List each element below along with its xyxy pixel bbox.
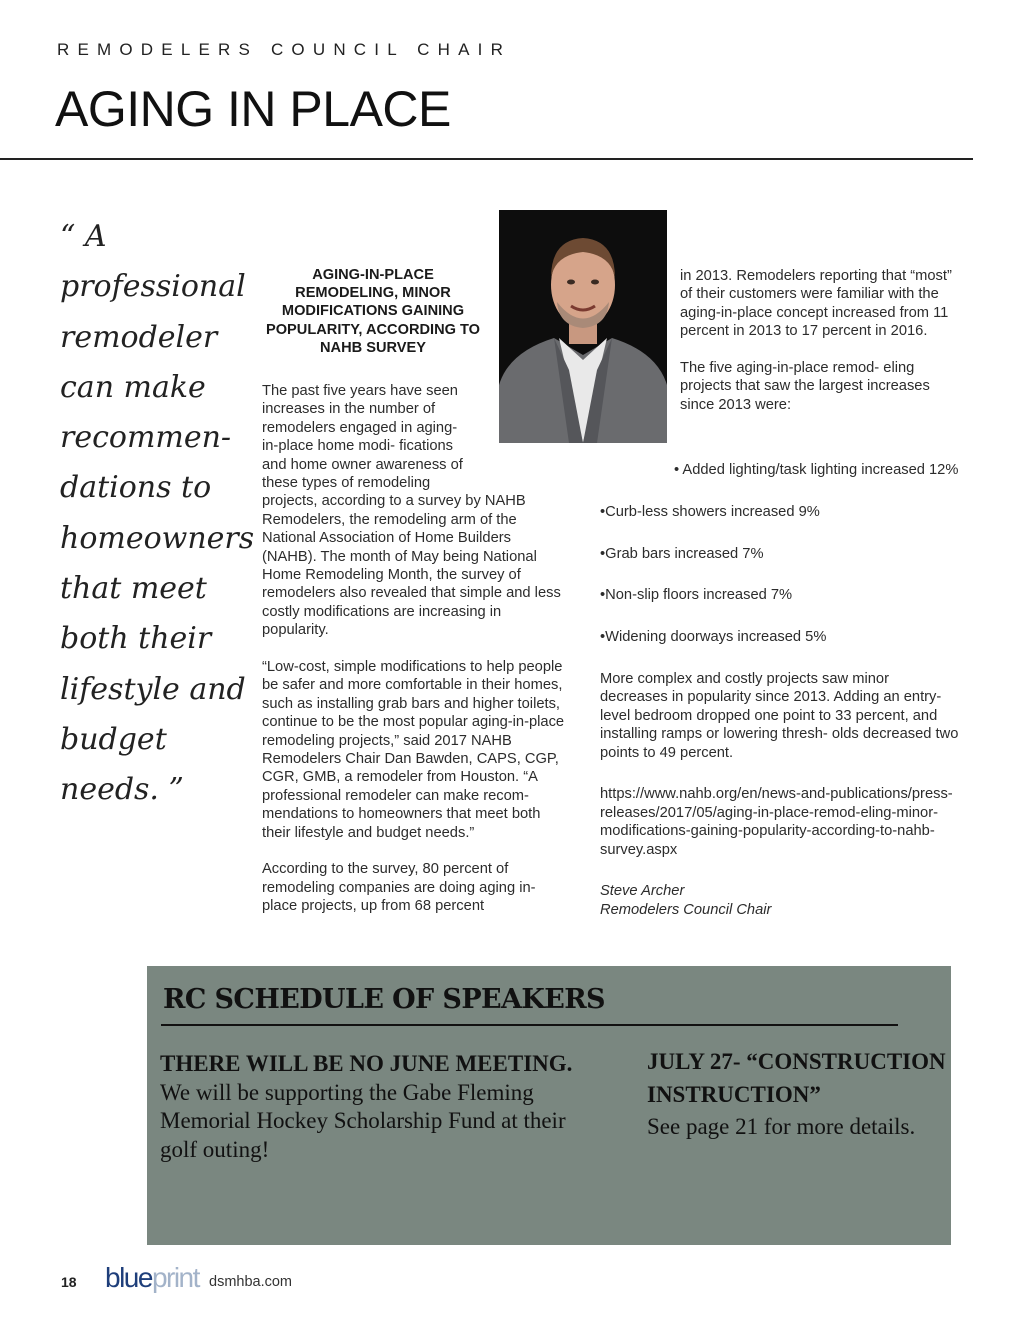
bullet-item: •Curb-less showers increased 9%	[600, 503, 820, 520]
blueprint-logo	[105, 1262, 199, 1294]
speaker-note-body: We will be supporting the Gabe Fleming Memorial Hockey Scholarship Fund at their golf outing!	[160, 1079, 566, 1162]
article-paragraph: According to the survey, 80 percent of remodeling companies are doing aging in-place projects, up from 68 percent	[262, 861, 536, 914]
speaker-note-heading: THERE WILL BE NO JUNE MEETING.	[160, 1051, 573, 1076]
portrait-wrap-space	[471, 382, 567, 476]
speaker-note-june	[160, 1050, 580, 1164]
logo-text-blue: blue	[105, 1262, 152, 1293]
speaker-note-july	[647, 1046, 947, 1144]
article-paragraph: The past five years have seen increases in the number of remodelers engaged in aging-in-place home modi- fications and home owner awareness of these types of remodeling projects, according to a survey by NAHB Remodelers, the remodeling arm of the National Association of Home Builders (NAHB). The month of May being National Home Remodeling Month, the survey of remodelers also revealed that simple and less costly modifications are increasing in popularity.	[262, 383, 561, 639]
speaker-note-body: See page 21 for more details.	[647, 1114, 916, 1140]
speakers-box	[147, 966, 951, 1245]
bullet-item: •Non-slip floors increased 7%	[600, 587, 793, 604]
logo-text-print: print	[151, 1262, 199, 1293]
signature	[600, 882, 960, 919]
page-footer	[61, 1262, 461, 1298]
speaker-note-heading: JULY 27- “CONSTRUCTION INSTRUCTION”	[647, 1049, 946, 1107]
signature-name: Steve Archer	[600, 883, 685, 900]
bullet-item: •Widening doorways increased 5%	[600, 629, 827, 646]
page-title: AGING IN PLACE	[55, 81, 451, 137]
speakers-title: RC SCHEDULE OF SPEAKERS	[163, 984, 605, 1015]
title-divider	[0, 158, 973, 160]
section-kicker: REMODELERS COUNCIL CHAIR	[57, 40, 512, 59]
article-paragraph: The five aging-in-place remod- eling projects that saw the largest increases since 2013 were:	[680, 359, 930, 413]
article-paragraph: More complex and costly projects saw minor decreases in popularity since 2013. Adding an entry-level bedroom dropped one point to 33 percent, and installing ramps or lowering thresh- olds decreased two points to 49 percent.	[600, 670, 959, 761]
pull-quote: “ A professional remodeler can make recommen- dations to homeowners that meet both their lifestyle and budget needs. ”	[60, 219, 255, 808]
article-left-column	[262, 382, 567, 934]
source-link[interactable]: https://www.nahb.org/en/news-and-publications/press-releases/2017/05/aging-in-place-remod-eling-minor-modifications-gaining-popularity-according-to-nahb-survey.aspx	[600, 786, 953, 858]
signature-title: Remodelers Council Chair	[600, 901, 772, 918]
article-right-column	[600, 461, 960, 943]
article-paragraph: “Low-cost, simple modifications to help people be safer and more comfortable in their homes, such as installing grab bars and higher toilets, continue to be the most popular aging-in-place remodeling projects,” said 2017 NAHB Remodelers Chair Dan Bawden, CAPS, CGP, CGR, GMB, a remodeler from Houston. “A professional remodeler can make recom- mendations to homeowners that meet both their lifestyle and budget needs.”	[262, 658, 565, 841]
article-paragraph: in 2013. Remodelers reporting that “most” of their customers were familiar with the aging-in-place concept increased from 11 percent in 2013 to 17 percent in 2016.	[680, 268, 952, 340]
article-headline: AGING-IN-PLACE REMODELING, MINOR MODIFICATIONS GAINING POPULARITY, ACCORDING TO NAHB SURVEY	[265, 267, 481, 356]
page-number: 18	[61, 1274, 77, 1290]
bullet-item: • Added lighting/task lighting increased 12%	[674, 462, 959, 478]
bullet-item: •Grab bars increased 7%	[600, 545, 764, 562]
website-link[interactable]: dsmhba.com	[209, 1274, 293, 1290]
speakers-divider	[161, 1024, 898, 1026]
article-right-top-column	[680, 267, 955, 432]
